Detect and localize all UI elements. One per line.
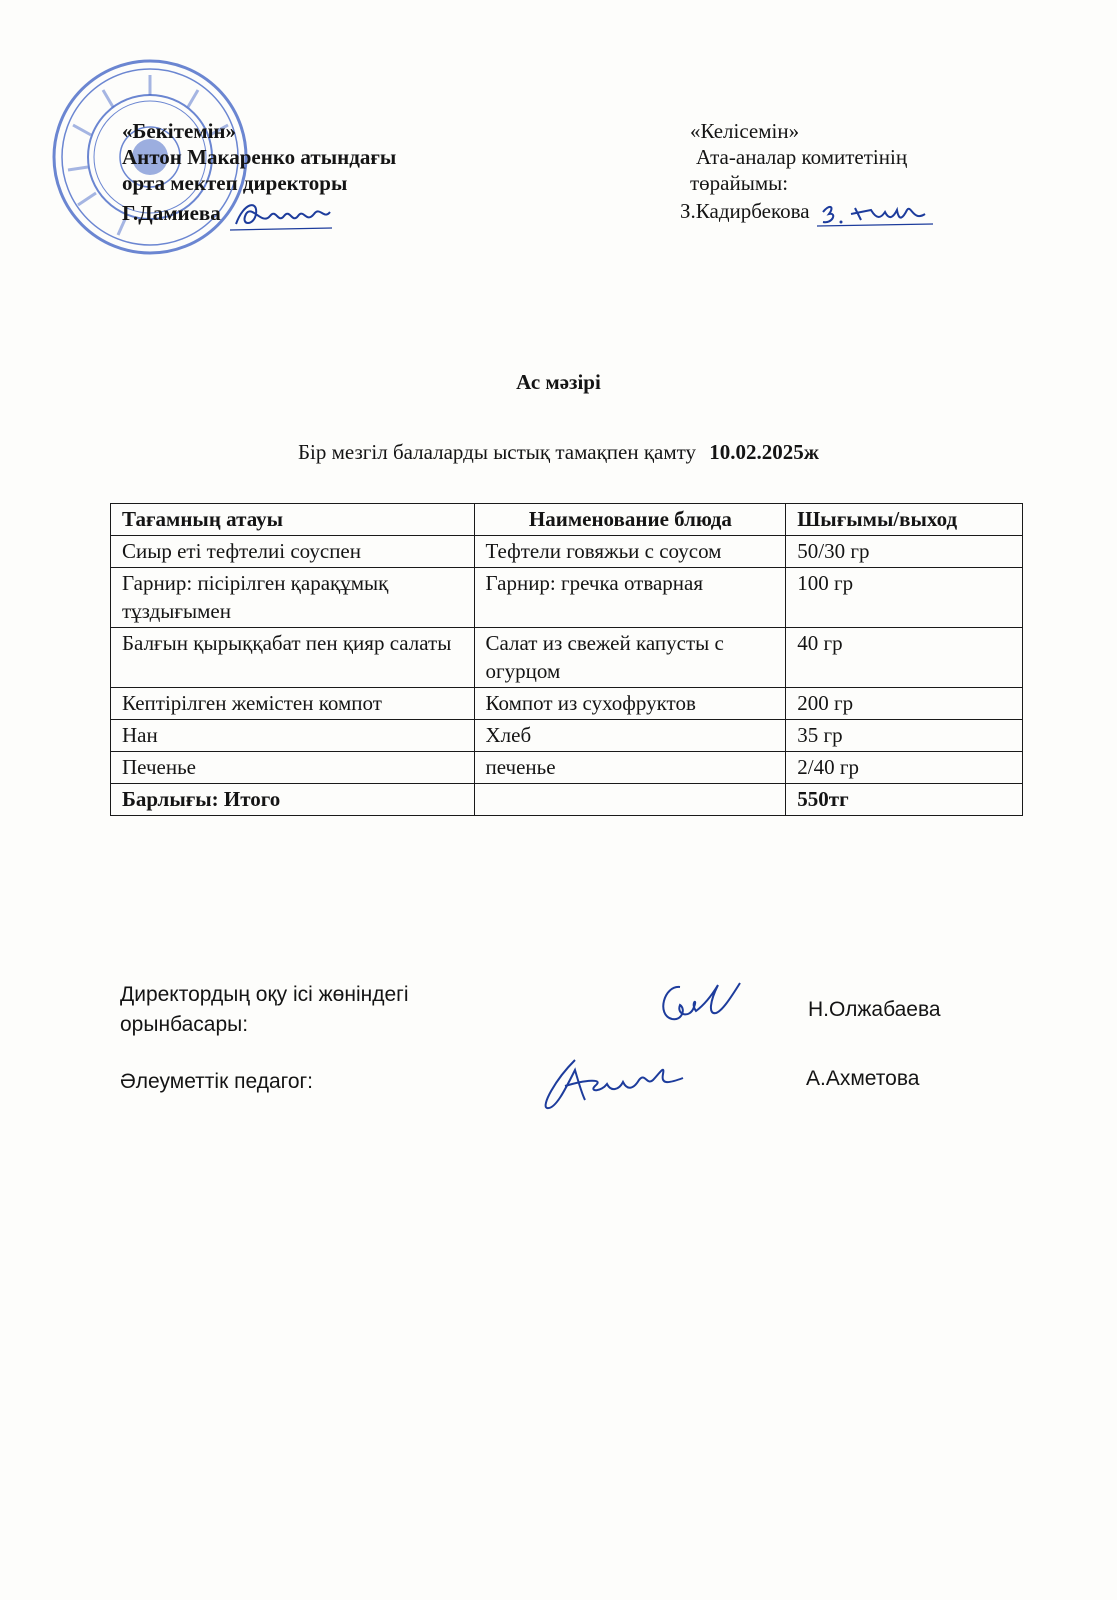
- cell-dish-ru: печенье: [474, 752, 786, 784]
- header-output: Шығымы/выход: [786, 504, 1023, 536]
- document-subtitle: [0, 440, 1117, 465]
- director-signature: [226, 196, 336, 234]
- table-row: [111, 720, 1023, 752]
- header-dish-name-kz: Тағамның атауы: [111, 504, 475, 536]
- approve-block: [122, 118, 396, 234]
- header-dish-name-ru: Наименование блюда: [474, 504, 786, 536]
- cell-dish-kz: Нан: [111, 720, 475, 752]
- cell-output: 35 гр: [786, 720, 1023, 752]
- cell-dish-kz: Гарнир: пісірілген қарақұмық тұздығымен: [111, 568, 475, 628]
- deputy-name: Н.Олжабаева: [808, 998, 941, 1021]
- agree-title: «Келісемін»: [690, 119, 800, 143]
- table-row: [111, 536, 1023, 568]
- agree-line-2: төрайымы:: [690, 171, 789, 195]
- cell-output: 2/40 гр: [786, 752, 1023, 784]
- approve-line-2: орта мектеп директоры: [122, 171, 348, 195]
- cell-dish-kz: Печенье: [111, 752, 475, 784]
- cell-dish-kz: Кептірілген жемістен компот: [111, 688, 475, 720]
- total-price: 550тг: [786, 784, 1023, 816]
- table-row: [111, 628, 1023, 688]
- subtitle-text: Бір мезгіл балаларды ыстық тамақпен қамту: [297, 440, 697, 464]
- cell-output: 50/30 гр: [786, 536, 1023, 568]
- table-row: [111, 688, 1023, 720]
- total-empty-cell: [474, 784, 786, 816]
- cell-dish-kz: Сиыр еті тефтелиі соуспен: [111, 536, 475, 568]
- chair-signature: [815, 196, 935, 230]
- deputy-signature: [650, 975, 750, 1035]
- cell-output: 100 гр: [786, 568, 1023, 628]
- agree-block: [680, 118, 935, 230]
- menu-table: [110, 503, 1023, 816]
- table-row: [111, 752, 1023, 784]
- approve-title: «Бекітемін»: [122, 119, 237, 143]
- agree-line-1: Ата-аналар комитетінің: [696, 145, 908, 169]
- table-header-row: [111, 504, 1023, 536]
- cell-dish-ru: Хлеб: [474, 720, 786, 752]
- cell-output: 200 гр: [786, 688, 1023, 720]
- approve-director-name: Г.Дамиева: [122, 200, 221, 225]
- pedagog-label: Әлеуметтік педагог:: [120, 1070, 313, 1093]
- total-label: Барлығы: Итого: [111, 784, 475, 816]
- document-title: Ас мәзірі: [516, 370, 601, 394]
- table-row: [111, 568, 1023, 628]
- document-date: 10.02.2025ж: [709, 440, 820, 464]
- cell-dish-ru: Гарнир: гречка отварная: [474, 568, 786, 628]
- agree-chair-name: З.Кадирбекова: [680, 198, 810, 223]
- cell-dish-ru: Тефтели говяжьи с соусом: [474, 536, 786, 568]
- cell-dish-ru: Салат из свежей капусты с огурцом: [474, 628, 786, 688]
- table-total-row: [111, 784, 1023, 816]
- pedagog-signature: [535, 1050, 695, 1120]
- cell-dish-ru: Компот из сухофруктов: [474, 688, 786, 720]
- deputy-label-line-1: Директордың оқу ісі жөніндегі: [120, 983, 409, 1006]
- approve-line-1: Антон Макаренко атындағы: [122, 145, 397, 169]
- deputy-label-line-2: орынбасары:: [120, 1013, 249, 1036]
- cell-output: 40 гр: [786, 628, 1023, 688]
- cell-dish-kz: Балғын қырыққабат пен қияр салаты: [111, 628, 475, 688]
- pedagog-name: А.Ахметова: [806, 1067, 920, 1090]
- deputy-label: [120, 980, 408, 1040]
